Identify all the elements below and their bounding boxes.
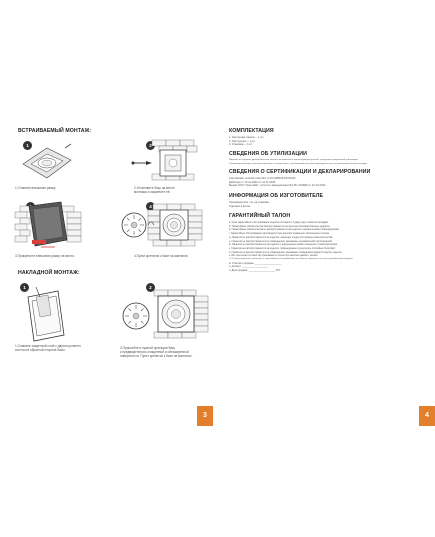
certification-line: Действует с 12.11.2022 по 11.11.2025 <box>229 180 276 184</box>
warranty-line: е. Гарантия не распространяется на повреждения, вызванные неправильной эксплуатацией. <box>229 239 333 243</box>
illustration-overhead-attach <box>118 284 210 344</box>
manufacturer-line: Сделано в Китае <box>229 204 251 208</box>
step-4-caption: 4.Пульт крепится к базе на магнитах. <box>134 254 189 258</box>
disposal-line: Изделие не содержит драгоценных или опасных материалов и комплектующих деталей, требующих специальной утилизации. <box>229 159 359 161</box>
warranty-line: з. Гарантия не распространяется на изделия, повреждённые в результате стихийных бедствий. <box>229 246 336 250</box>
illustration-frame-removal <box>15 140 75 185</box>
section-manufacturer-list <box>229 201 269 208</box>
section-contents-heading: КОМПЛЕКТАЦИЯ <box>229 128 274 134</box>
section-disposal-heading: СВЕДЕНИЯ ОБ УТИЛИЗАЦИИ <box>229 151 307 157</box>
section-certification-heading: СВЕДЕНИЯ О СЕРТИФИКАЦИИ И ДЕКЛАРИРОВАНИИ <box>229 169 371 175</box>
illustration-frame-attach <box>15 200 85 252</box>
warranty-line: б. Гарантийные обязательства распространяются на скрытые производственные дефекты. <box>229 224 331 228</box>
certification-line: Сертификат соответствия RU С-CN.АВ06.В.01476/22 <box>229 177 296 180</box>
section-contents-list <box>229 136 264 147</box>
warranty-line: а. Срок гарантийного обслуживания изделия составляет 2 (два) года с момента продажи. <box>229 221 329 224</box>
step-4-badge: 4 <box>146 202 155 211</box>
overhead-mount-heading: НАКЛАДНОЙ МОНТАЖ: <box>18 270 80 276</box>
section-warranty-heading: ГАРАНТИЙНЫЙ ТАЛОН <box>229 213 291 219</box>
warranty-line: н. Артикул: ____________________ <box>229 265 269 269</box>
step-1-badge: 1 <box>23 141 32 150</box>
warranty-line: о. Дата продажи: ____________________ М.П. <box>229 269 281 273</box>
page-number-left: 3 <box>197 406 213 426</box>
contents-line: 1. Настенная панель – 1 шт. <box>229 136 264 139</box>
warranty-line: д. Гарантия не распространяется на изделия, имеющие следы постороннего вмешательства. <box>229 235 334 239</box>
section-disposal-list <box>229 159 367 166</box>
contents-line: 2. Инструкция – 1 шт. <box>229 139 256 143</box>
step-3-caption: 3.Прикрепите внешнюю рамку на место. <box>15 254 75 258</box>
step-2-caption: 2.Установите базу на место монтажа и закрепите её. <box>134 186 175 195</box>
illustration-magnet-remote <box>118 200 208 252</box>
builtin-mount-heading: ВСТРАИВАЕМЫЙ МОНТАЖ: <box>18 128 92 134</box>
warranty-line: в. Гарантийные обязательства не распространяются на изделия с механическими повреждениями. <box>229 228 340 232</box>
certification-line: Выдан ООО "Грантайм", аттестат аккредитации RA RU 11АВ06 от 16.10.2014 <box>229 184 326 188</box>
warranty-line: к. Все претензии по качеству принимаются только при наличии данного талона. <box>229 254 318 258</box>
warranty-line: г. Гарантийное обслуживание производится при наличии правильно заполненного талона. <box>229 232 330 236</box>
contents-line: 3. Упаковка – 1 шт. <box>229 143 253 147</box>
warranty-line: л. По всем вопросам, связанным с гарантийным обслуживанием, вы можете обратиться по месту приобретения изделия. <box>229 258 354 261</box>
warranty-line: ж. Гарантия не распространяется на изделия с нарушением правил хранения и транспортировки. <box>229 243 338 247</box>
illustration-base-install <box>130 140 202 185</box>
illustration-tape-removal <box>18 285 78 343</box>
overhead-step-1-badge: 1 <box>20 283 29 292</box>
disposal-line: Утилизацию проводят обычным способом в соответствии с требованиями местного законодательства по утилизации бытовых отходов. <box>229 162 368 165</box>
manufacturer-line: Производитель: см. на упаковке <box>229 201 270 204</box>
section-certification-list <box>229 177 325 188</box>
overhead-step-2-badge: 2 <box>146 283 155 292</box>
section-manufacturer-heading: ИНФОРМАЦИЯ ОБ ИЗГОТОВИТЕЛЕ <box>229 193 324 199</box>
section-warranty-list <box>229 221 353 273</box>
overhead-step-2-caption: 2.Приклейте в нужной проекции базу к предварительно очищенной и обезжиренной поверхности. Пульт крепится к базе на магнитах. <box>120 346 193 359</box>
warranty-line: и. Гарантия не распространяется на повреждения, вызванные попаданием жидкости внутрь изделия. <box>229 250 343 254</box>
page-number-right: 4 <box>419 406 435 426</box>
overhead-step-1-caption: 1.Снимите защитный слой с двухстороннего скотча на обратной стороне базы. <box>15 344 81 353</box>
step-1-caption: 1.Снимите внешнюю рамку. <box>15 186 57 190</box>
warranty-line: м. Отметка о продаже: ____________________ <box>229 261 282 265</box>
step-2-badge: 2 <box>146 141 155 150</box>
